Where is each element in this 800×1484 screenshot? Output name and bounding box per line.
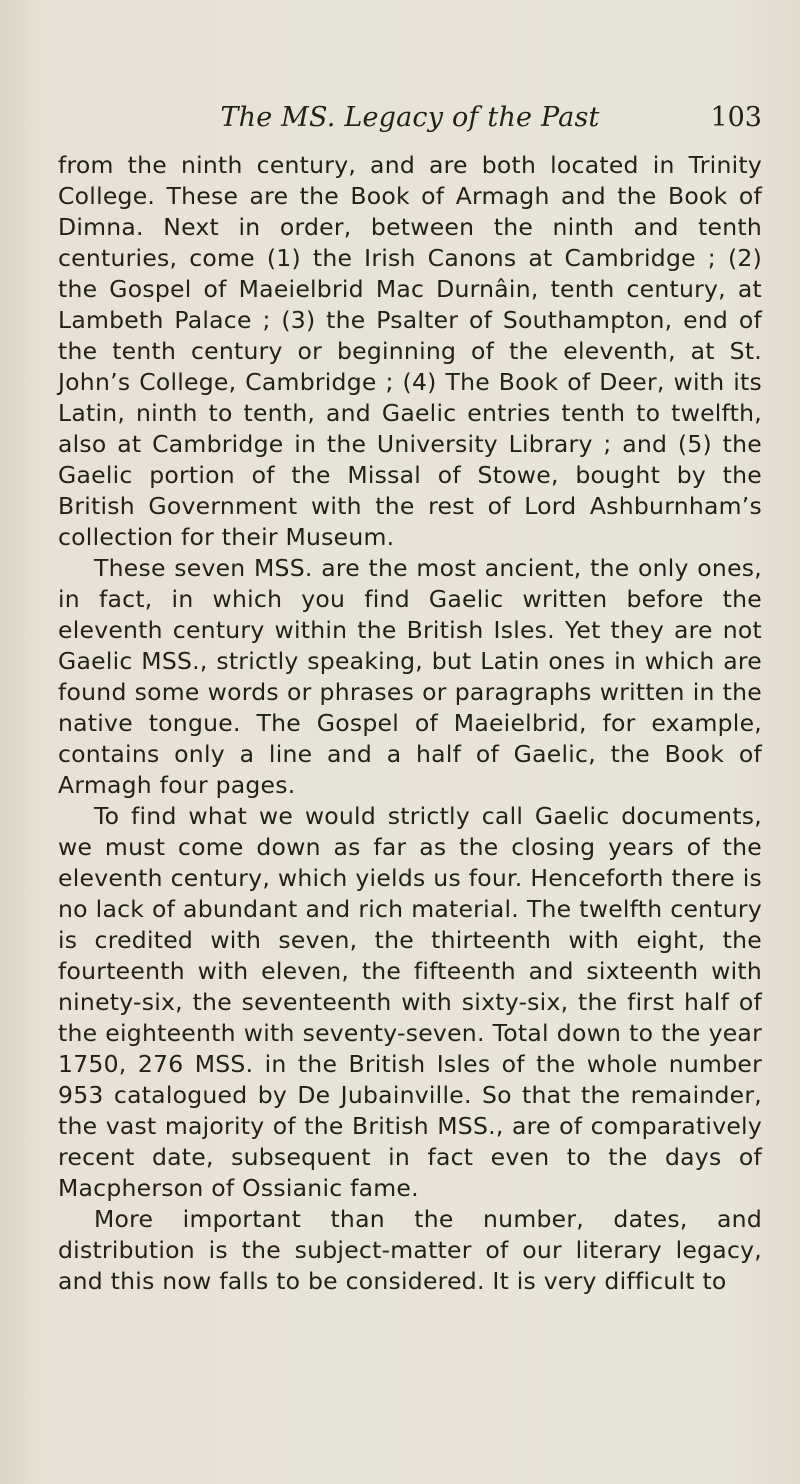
running-head	[58, 102, 762, 138]
paragraph-3: To find what we would strictly call Gaelic documents, we must come down as far as the closing years of the eleventh century, which yields us four. Henceforth there is no lack of abundant and rich material. The twelfth century is credited with seven, the thirteenth with eight, the fourteenth with eleven, the fifteenth and sixteenth with ninety-six, the seventeenth with sixty-six, the first half of the eighteenth with seventy-seven. Total down to the year 1750, 276 MSS. in the British Isles of the whole number 953 catalogued by De Jubainville. So that the remainder, the vast majority of the British MSS., are of comparatively recent date, subsequent in fact even to the days of Macpherson of Ossianic fame.	[58, 802, 762, 1202]
running-title: The MS. Legacy of the Past	[220, 102, 600, 133]
paragraph-2: These seven MSS. are the most ancient, the only ones, in fact, in which you find Gaelic written before the eleventh century within the British Isles. Yet they are not Gaelic MSS., strictly speaking, but Latin ones in which are found some words or phrases or paragraphs written in the native tongue. The Gospel of Maeielbrid, for example, contains only a line and a half of Gaelic, the Book of Armagh four pages.	[58, 554, 762, 799]
paragraph-1: from the ninth century, and are both located in Trinity College. These are the Book of Armagh and the Book of Dimna. Next in order, between the ninth and tenth centuries, come (1) the Irish Canons at Cambridge ; (2) the Gospel of Maeielbrid Mac Durnâin, tenth century, at Lambeth Palace ; (3) the Psalter of Southampton, end of the tenth century or beginning of the eleventh, at St. John’s College, Cambridge ; (4) The Book of Deer, with its Latin, ninth to tenth, and Gaelic entries tenth to twelfth, also at Cambridge in the University Library ; and (5) the Gaelic portion of the Missal of Stowe, bought by the British Government with the rest of Lord Ashburnham’s collection for their Museum.	[58, 151, 762, 551]
body-text	[58, 150, 762, 1297]
page-number: 103	[710, 102, 762, 133]
paragraph-4: More important than the number, dates, and distribution is the subject-matter of our literary legacy, and this now falls to be considered. It is very difficult to	[58, 1205, 762, 1295]
